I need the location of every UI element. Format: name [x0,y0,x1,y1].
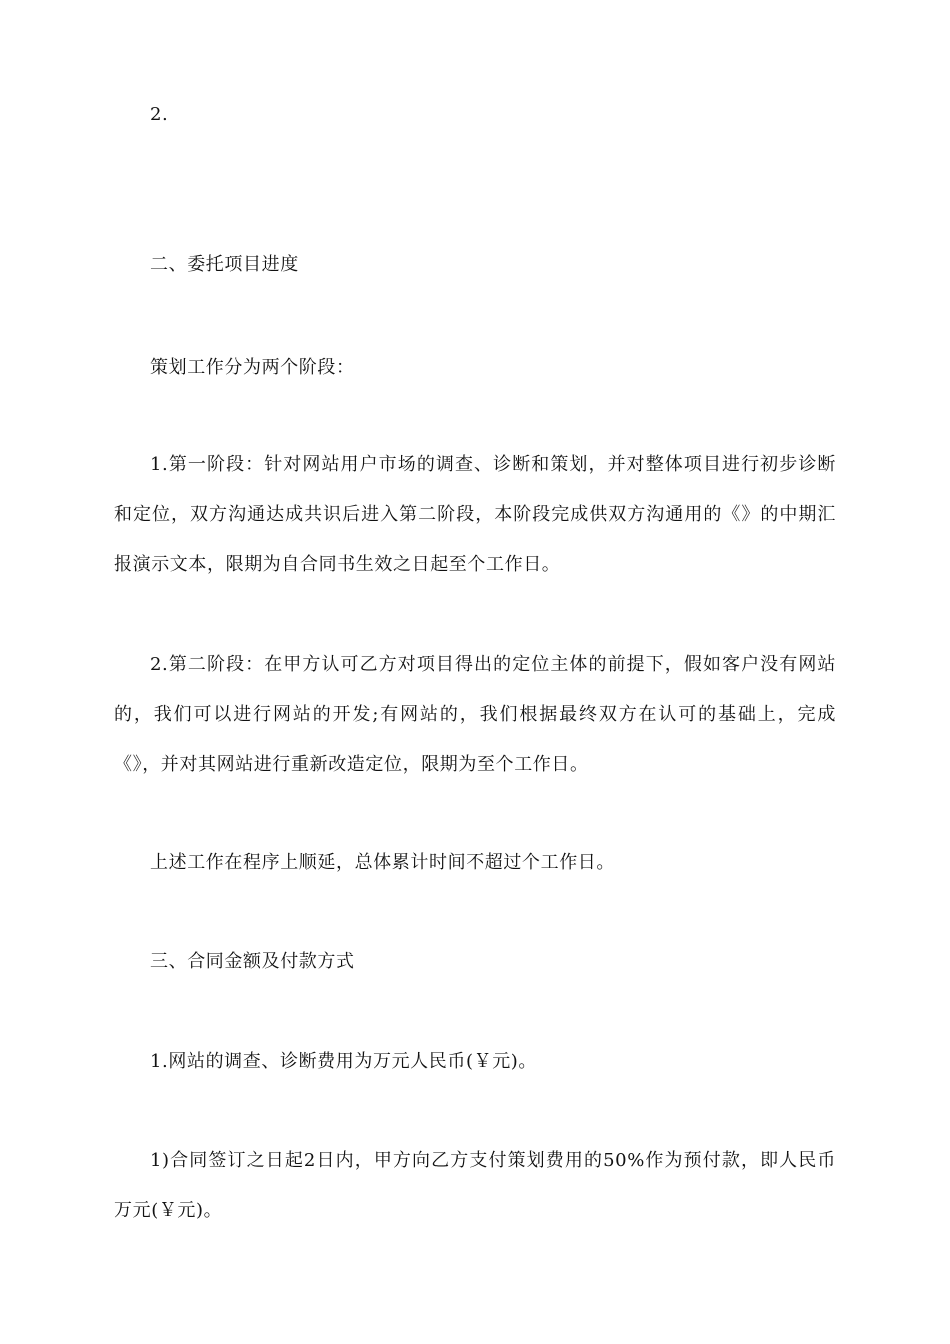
paragraph-survey-fee: 1.网站的调查、诊断费用为万元人民币(￥元)。 [150,1051,538,1072]
section-heading-contract-amount: 三、合同金额及付款方式 [150,951,355,972]
paragraph-stage-two: 2.第二阶段：在甲方认可乙方对项目得出的定位主体的前提下，假如客户没有网站的，我们可以进行网站的开发;有网站的，我们根据最终双方在认可的基础上，完成《》，并对其网站进行重新改造定位，限期为至个工作日。 [114,654,836,775]
paragraph-stage-one: 1.第一阶段：针对网站用户市场的调查、诊断和策划，并对整体项目进行初步诊断和定位，双方沟通达成共识后进入第二阶段，本阶段完成供双方沟通用的《》的中期汇报演示文本，限期为自合同书生效之日起至个工作日。 [114,454,836,575]
list-number: 2. [150,104,169,125]
paragraph-total-time: 上述工作在程序上顺延，总体累计时间不超过个工作日。 [150,852,615,873]
section-heading-project-schedule: 二、委托项目进度 [150,254,299,275]
paragraph-two-stages: 策划工作分为两个阶段： [150,357,355,378]
paragraph-prepayment: 1)合同签订之日起2日内，甲方向乙方支付策划费用的50%作为预付款，即人民币万元(￥元)。 [114,1150,836,1221]
